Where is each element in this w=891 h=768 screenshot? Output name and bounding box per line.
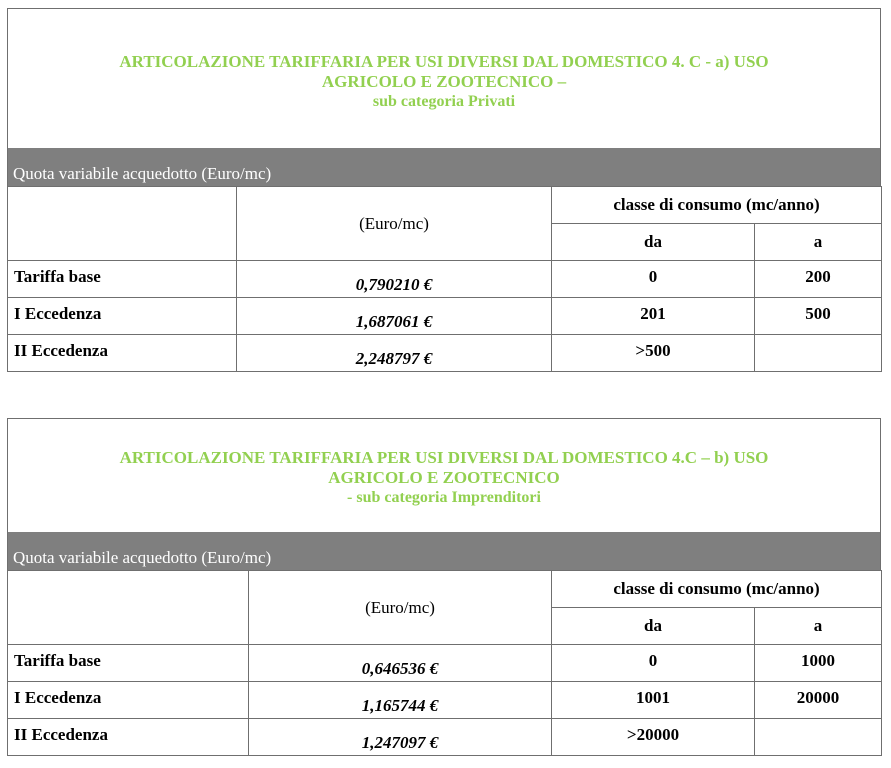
tariff-block-imprenditori — [7, 418, 881, 756]
row-da: 0 — [552, 645, 755, 682]
row-label: II Eccedenza — [8, 335, 237, 372]
table-row — [8, 335, 882, 372]
row-label: II Eccedenza — [8, 719, 249, 756]
table-row — [8, 261, 882, 298]
title-line-1: ARTICOLAZIONE TARIFFARIA PER USI DIVERSI DAL DOMESTICO 4.C – b) USO — [119, 447, 769, 467]
row-da: >500 — [552, 335, 755, 372]
quota-label: Quota variabile acquedotto (Euro/mc) — [13, 548, 272, 567]
table-title — [7, 418, 881, 532]
title-line-2: AGRICOLO E ZOOTECNICO — [328, 467, 560, 487]
row-value: 1,165744 € — [249, 682, 552, 719]
row-da: 1001 — [552, 682, 755, 719]
row-value: 1,247097 € — [249, 719, 552, 756]
empty-header-cell — [8, 571, 249, 645]
table-title — [7, 8, 881, 148]
tariff-table — [7, 570, 882, 756]
row-a: 500 — [755, 298, 882, 335]
a-header: a — [755, 224, 882, 261]
unit-header: (Euro/mc) — [237, 187, 552, 261]
row-label: I Eccedenza — [8, 682, 249, 719]
row-a — [755, 719, 882, 756]
row-da: >20000 — [552, 719, 755, 756]
unit-header: (Euro/mc) — [249, 571, 552, 645]
row-a — [755, 335, 882, 372]
row-value: 0,646536 € — [249, 645, 552, 682]
row-da: 0 — [552, 261, 755, 298]
row-a: 200 — [755, 261, 882, 298]
row-label: Tariffa base — [8, 645, 249, 682]
row-label: I Eccedenza — [8, 298, 237, 335]
row-label: Tariffa base — [8, 261, 237, 298]
title-line-3: - sub categoria Imprenditori — [347, 488, 541, 506]
da-header: da — [552, 224, 755, 261]
row-da: 201 — [552, 298, 755, 335]
row-a: 1000 — [755, 645, 882, 682]
empty-header-cell — [8, 187, 237, 261]
row-value: 1,687061 € — [237, 298, 552, 335]
table-row — [8, 645, 882, 682]
table-row — [8, 719, 882, 756]
title-line-3: sub categoria Privati — [372, 92, 516, 110]
title-line-1: ARTICOLAZIONE TARIFFARIA PER USI DIVERSI DAL DOMESTICO 4. C - a) USO — [119, 51, 769, 71]
table-row — [8, 682, 882, 719]
class-header: classe di consumo (mc/anno) — [552, 187, 882, 224]
table-row — [8, 298, 882, 335]
tariff-table — [7, 186, 882, 372]
class-header: classe di consumo (mc/anno) — [552, 571, 882, 608]
title-line-2: AGRICOLO E ZOOTECNICO – — [321, 71, 567, 91]
row-a: 20000 — [755, 682, 882, 719]
quota-label: Quota variabile acquedotto (Euro/mc) — [13, 164, 272, 183]
da-header: da — [552, 608, 755, 645]
tariff-block-privati — [7, 8, 881, 372]
row-value: 0,790210 € — [237, 261, 552, 298]
row-value: 2,248797 € — [237, 335, 552, 372]
a-header: a — [755, 608, 882, 645]
